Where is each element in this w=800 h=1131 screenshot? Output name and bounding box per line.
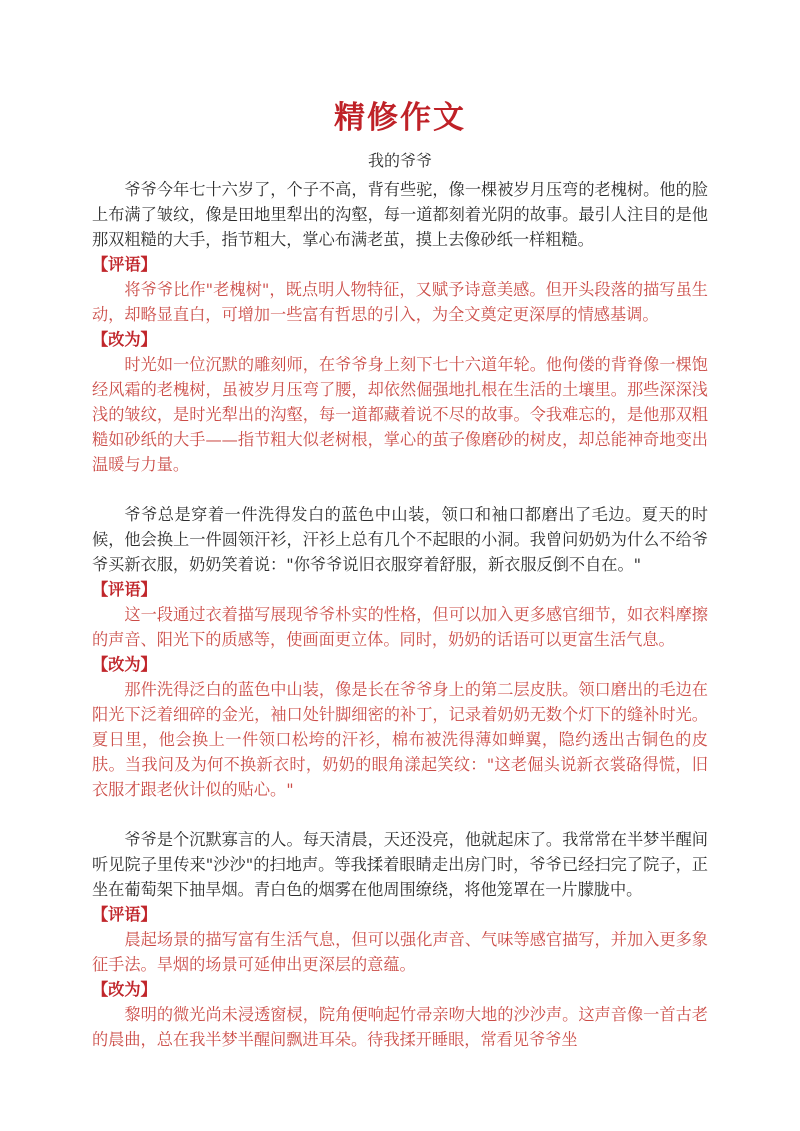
revision-paragraph: 那件洗得泛白的蓝色中山装，像是长在爷爷身上的第二层皮肤。领口磨出的毛边在阳光下泛着细碎的金光，袖口处针脚细密的补丁，记录着奶奶无数个灯下的缝补时光。夏日里，他会换上一件领口松垮的汗衫，棉布被洗得薄如蝉翼，隐约透出古铜色的皮肤。当我问及为何不换新衣时，奶奶的眼角漾起笑纹："这老倔头说新衣裳硌得慌，旧衣服才跟老伙计似的贴心。" xyxy=(92,680,708,799)
revision-paragraph: 时光如一位沉默的雕刻师，在爷爷身上刻下七十六道年轮。他佝偻的背脊像一棵饱经风霜的老槐树，虽被岁月压弯了腰，却依然倔强地扎根在生活的土壤里。那些深深浅浅的皱纹，是时光犁出的沟壑，每一道都藏着说不尽的故事。令我难忘的，是他那双粗糙如砂纸的大手——指节粗大似老树根，掌心的茧子像磨砂的树皮，却总能神奇地变出温暖与力量。 xyxy=(92,355,708,474)
page-title: 精修作文 xyxy=(334,100,466,136)
comment-tag: 【评语】 xyxy=(92,580,157,599)
original-paragraph: 爷爷今年七十六岁了，个子不高，背有些驼，像一棵被岁月压弯的老槐树。他的脸上布满了皱纹，像是田地里犁出的沟壑，每一道都刻着光阴的故事。最引人注目的是他那双粗糙的大手，指节粗大，掌心布满老茧，摸上去像砂纸一样粗糙。 xyxy=(92,180,708,249)
comment-paragraph: 这一段通过衣着描写展现爷爷朴实的性格，但可以加入更多感官细节，如衣料摩擦的声音、阳光下的质感等，使画面更立体。同时，奶奶的话语可以更富生活气息。 xyxy=(92,605,708,649)
original-paragraph: 爷爷总是穿着一件洗得发白的蓝色中山装，领口和袖口都磨出了毛边。夏天的时候，他会换上一件圆领汗衫，汗衫上总有几个不起眼的小洞。我曾问奶奶为什么不给爷爷买新衣服，奶奶笑着说："你爷爷说旧衣服穿着舒服，新衣服反倒不自在。" xyxy=(92,505,708,574)
essay-section xyxy=(92,827,708,1052)
comment-tag: 【评语】 xyxy=(92,255,157,274)
revision-tag: 【改为】 xyxy=(92,980,157,999)
section-divider xyxy=(92,802,708,827)
comment-paragraph: 晨起场景的描写富有生活气息，但可以强化声音、气味等感官描写，并加入更多象征手法。旱烟的场景可延伸出更深层的意蕴。 xyxy=(92,930,708,974)
comment-paragraph: 将爷爷比作"老槐树"，既点明人物特征，又赋予诗意美感。但开头段落的描写虽生动，却略显直白，可增加一些富有哲思的引入，为全文奠定更深厚的情感基调。 xyxy=(92,280,708,324)
essay-section xyxy=(92,502,708,802)
comment-tag: 【评语】 xyxy=(92,905,157,924)
essay-subtitle: 我的爷爷 xyxy=(367,151,432,170)
section-divider xyxy=(92,477,708,502)
essay-section xyxy=(92,177,708,477)
original-paragraph: 爷爷是个沉默寡言的人。每天清晨，天还没亮，他就起床了。我常常在半梦半醒间听见院子里传来"沙沙"的扫地声。等我揉着眼睛走出房门时，爷爷已经扫完了院子，正坐在葡萄架下抽旱烟。青白色的烟雾在他周围缭绕，将他笼罩在一片朦胧中。 xyxy=(92,830,708,899)
revision-tag: 【改为】 xyxy=(92,655,157,674)
document-body xyxy=(92,177,708,1052)
revision-tag: 【改为】 xyxy=(92,330,157,349)
revision-paragraph: 黎明的微光尚未浸透窗棂，院角便响起竹帚亲吻大地的沙沙声。这声音像一首古老的晨曲，总在我半梦半醒间飘进耳朵。待我揉开睡眼，常看见爷爷坐 xyxy=(92,1005,708,1049)
